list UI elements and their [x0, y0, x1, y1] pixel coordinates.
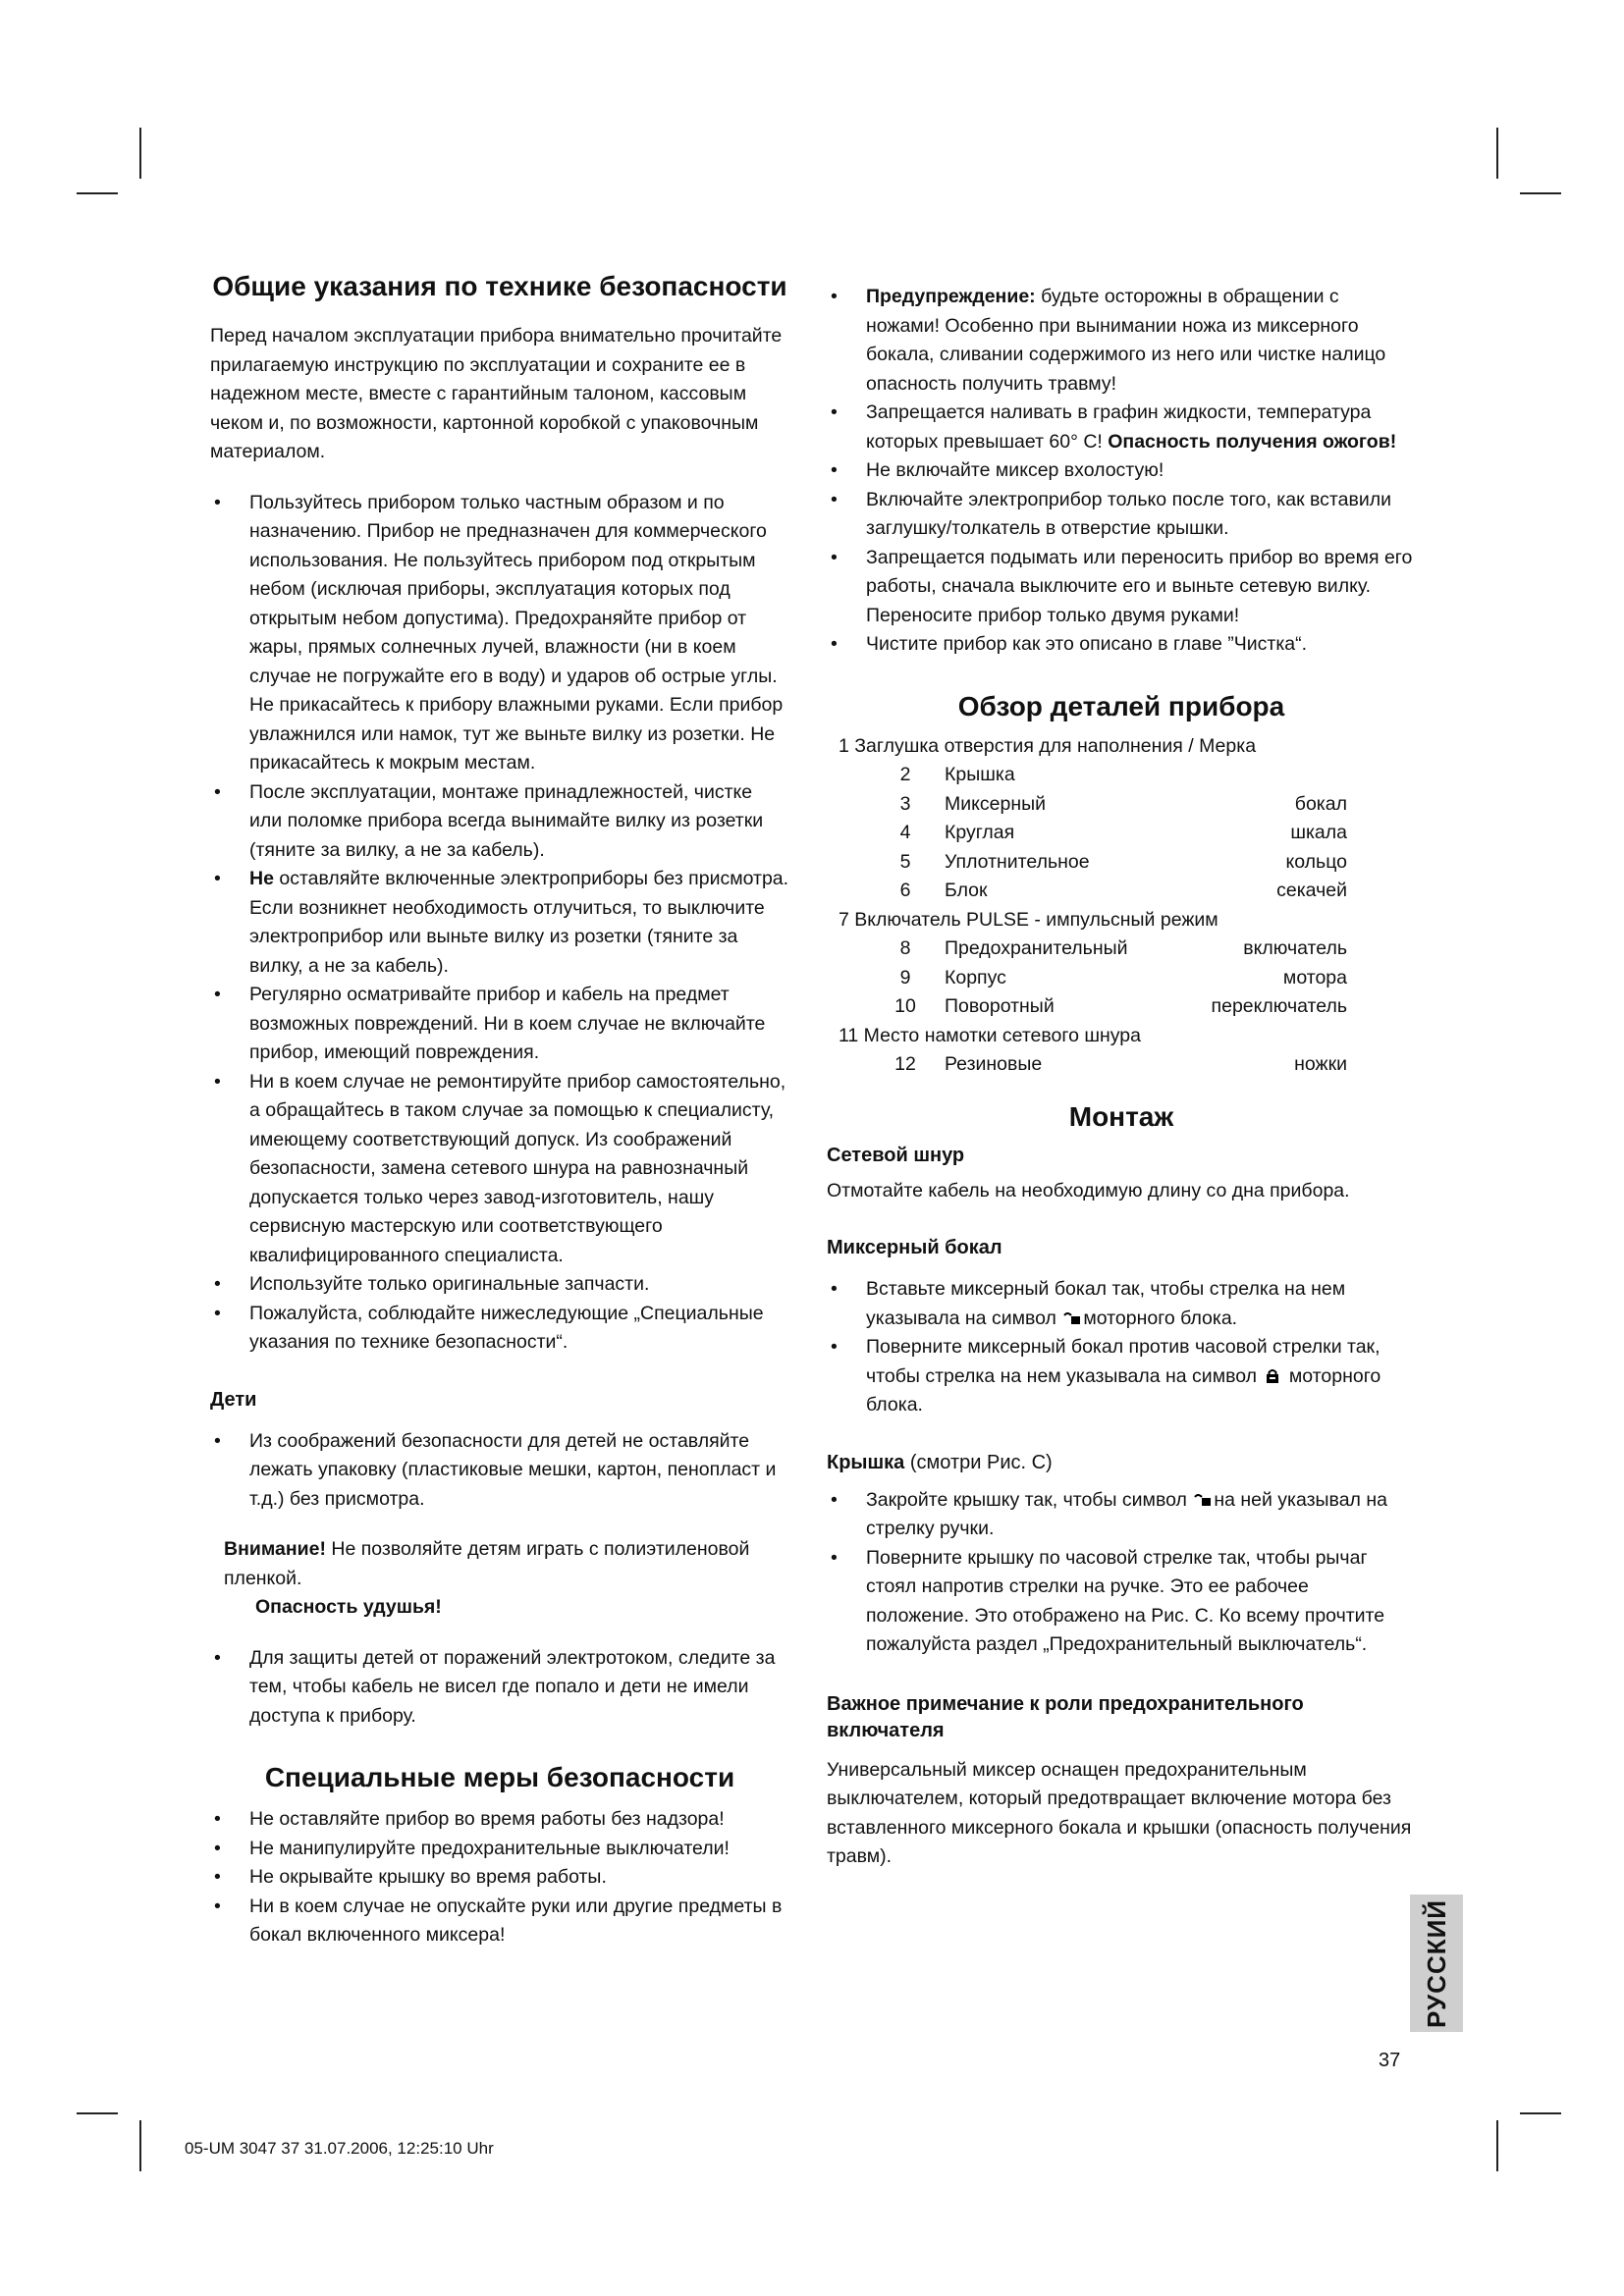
crop-mark — [1520, 2112, 1561, 2114]
list-item: • Запрещается наливать в графин жидкости, температура которых превышает 60° С! Опасность получения ожогов! — [827, 399, 1416, 456]
list-item: • Предупреждение: будьте осторожны в обращении с ножами! Особенно при вынимании ножа из миксерного бокала, сливании содержимого из него или чистке налицо опасность получить травму! — [827, 283, 1416, 399]
note-paragraph: Универсальный миксер оснащен предохранительным выключателем, который предотвращает включение мотора без вставленного миксерного бокала и крышки (опасность получения травм). — [827, 1758, 1412, 1867]
list-item: • Ни в коем случае не опускайте руки или другие предметы в бокал включенного миксера! — [210, 1893, 789, 1950]
right-column — [827, 283, 1416, 1872]
part-row: 12 Резиновые ножки — [894, 1053, 1347, 1075]
crop-mark — [139, 2120, 141, 2171]
children-warning: Внимание! Не позволяйте детям играть с полиэтиленовой пленкой. Опасность удушья! — [210, 1535, 789, 1623]
parts-list — [827, 732, 1416, 1080]
list-item: • Не манипулируйте предохранительные выключатели! — [210, 1835, 789, 1864]
bowl-list — [827, 1275, 1416, 1420]
list-item: • Чистите прибор как это описано в главе ”Чистка“. — [827, 630, 1416, 660]
arrow-lock-icon — [1194, 1493, 1212, 1507]
part-row: 3 Миксерный бокал — [899, 792, 1347, 815]
list-item: • Из соображений безопасности для детей не оставляйте лежать упаковку (пластиковые мешки, картон, пенопласт и т.д.) без присмотра. — [210, 1427, 789, 1515]
children-list — [210, 1427, 789, 1515]
list-item: • Поверните крышку по часовой стрелке так, чтобы рычаг стоял напротив стрелки на ручке. Это ее рабочее положение. Это отображено на Рис. C. Ко всему прочтите пожалуйста раздел „Предохранительный выключатель“. — [827, 1544, 1416, 1660]
list-item: • Вставьте миксерный бокал так, чтобы стрелка на нем указывала на символ моторного блока. — [827, 1275, 1416, 1333]
crop-mark — [1496, 2120, 1498, 2171]
list-item: • Используйте только оригинальные запчасти. — [210, 1270, 789, 1300]
part-row: 10 Поворотный переключатель — [894, 995, 1347, 1017]
part-row: 5 Уплотнительное кольцо — [899, 850, 1347, 873]
language-tab: РУССКИЙ — [1410, 1895, 1463, 2032]
cord-paragraph: Отмотайте кабель на необходимую длину со дна прибора. — [827, 1179, 1350, 1201]
heading-safety-switch-note: Важное примечание к роли предохранительного включателя — [827, 1692, 1304, 1741]
list-item: • Поверните миксерный бокал против часовой стрелки так, чтобы стрелка на нем указывала на символ моторного блока. — [827, 1333, 1416, 1420]
list-item: • Ни в коем случае не ремонтируйте прибор самостоятельно, а обращайтесь в таком случае за помощью к специалисту, имеющему соответствующий допуск. Из соображений безопасности, замена сетевого шнура на равнозначный допускается только через завод-изготовитель, нашу сервисную мастерскую или соответствующего квалифицированного специалиста. — [210, 1068, 789, 1271]
list-item: • Не включайте миксер вхолостую! — [827, 456, 1416, 486]
crop-mark — [139, 128, 141, 179]
intro-paragraph: Перед началом эксплуатации прибора внимательно прочитайте прилагаемую инструкцию по эксплуатации и сохраните ее в надежном месте, вместе с гарантийным талоном, кассовым чеком и, по возможности, картонной коробкой с упаковочным материалом. — [210, 325, 783, 462]
children-list-2 — [210, 1644, 789, 1732]
warnings-list — [827, 283, 1416, 660]
list-item: • Не оставляйте включенные электроприборы без присмотра. Если возникнет необходимость отлучиться, то выключите электроприбор или выньте вилку из розетки (тяните за вилку, а не за кабель). — [210, 865, 789, 981]
list-item: • Включайте электроприбор только после того, как вставили заглушку/толкатель в отверстие крышки. — [827, 486, 1416, 544]
burn-danger: Опасность получения ожогов! — [1108, 430, 1397, 453]
heading-bowl: Миксерный бокал — [827, 1237, 1002, 1258]
heading-cord: Сетевой шнур — [827, 1144, 965, 1166]
page-number: 37 — [1379, 2050, 1401, 2071]
part-row: 6 Блок секачей — [899, 880, 1347, 901]
warning-label: Внимание! — [224, 1538, 326, 1560]
print-footer: 05-UM 3047 37 31.07.2006, 12:25:10 Uhr — [185, 2139, 494, 2158]
heading-parts-overview: Обзор деталей прибора — [957, 690, 1285, 721]
left-column — [210, 271, 789, 1950]
list-item: • Закройте крышку так, чтобы символ на ней указывал на стрелку ручки. — [827, 1486, 1416, 1544]
part-row: 9 Корпус мотора — [899, 966, 1347, 988]
list-item: • После эксплуатации, монтаже принадлежностей, чистке или поломке прибора всегда вынимайте вилку из розетки (тяните за вилку, а не за кабель). — [210, 778, 789, 866]
warning-danger: Опасность удушья! — [255, 1596, 442, 1618]
list-item: • Не оставляйте прибор во время работы без надзора! — [210, 1805, 789, 1835]
crop-mark — [77, 2112, 118, 2114]
part-row: 1 Заглушка отверстия для наполнения / Мерка — [839, 734, 1257, 757]
part-row: 8 Предохранительный включатель — [899, 937, 1347, 959]
special-safety-list — [210, 1805, 789, 1950]
heading-general-safety: Общие указания по технике безопасности — [212, 271, 787, 301]
crop-mark — [77, 192, 118, 194]
part-row: 7 Включатель PULSE - импульсный режим — [839, 908, 1218, 931]
crop-mark — [1496, 128, 1498, 179]
list-item: • Пользуйтесь прибором только частным образом и по назначению. Прибор не предназначен для коммерческого использования. Не пользуйтесь прибором под открытым небом (исключая приборы, эксплуатация которых под открытым небом допустима). Предохраняйте прибор от жары, прямых солнечных лучей, влажности (ни в коем случае не погружайте его в воду) и ударов об острые углы. Не прикасайтесь к прибору влажными руками. Если прибор увлажнился или намок, тут же выньте вилку из розетки. Не прикасайтесь к мокрым местам. — [210, 489, 789, 778]
list-item: • Не окрывайте крышку во время работы. — [210, 1863, 789, 1893]
arrow-lock-icon — [1063, 1311, 1081, 1325]
crop-mark — [1520, 192, 1561, 194]
heading-assembly: Монтаж — [1068, 1100, 1174, 1132]
heading-lid: Крышка (смотри Рис. C) — [827, 1451, 1053, 1473]
emphasis: Не — [249, 868, 274, 889]
part-row: 4 Круглая шкала — [899, 822, 1347, 843]
list-item: • Для защиты детей от поражений электротоком, следите за тем, чтобы кабель не висел где попало и дети не имели доступа к прибору. — [210, 1644, 789, 1732]
part-row: 11 Место намотки сетевого шнура — [839, 1024, 1141, 1046]
part-row: 2 Крышка — [899, 764, 1015, 785]
lock-icon — [1264, 1369, 1281, 1383]
heading-special-safety: Специальные меры безопасности — [264, 1762, 735, 1792]
heading-children: Дети — [210, 1388, 257, 1411]
list-item: • Пожалуйста, соблюдайте нижеследующие „Специальные указания по технике безопасности“. — [210, 1300, 789, 1358]
list-item: • Регулярно осматривайте прибор и кабель на предмет возможных повреждений. Ни в коем случае не включайте прибор, имеющий повреждения. — [210, 981, 789, 1068]
list-item: • Запрещается подымать или переносить прибор во время его работы, сначала выключите его и выньте сетевую вилку. Переносите прибор только двумя руками! — [827, 544, 1416, 631]
general-safety-list — [210, 489, 789, 1358]
lid-list — [827, 1486, 1416, 1660]
warning-label: Предупреждение: — [866, 286, 1036, 307]
